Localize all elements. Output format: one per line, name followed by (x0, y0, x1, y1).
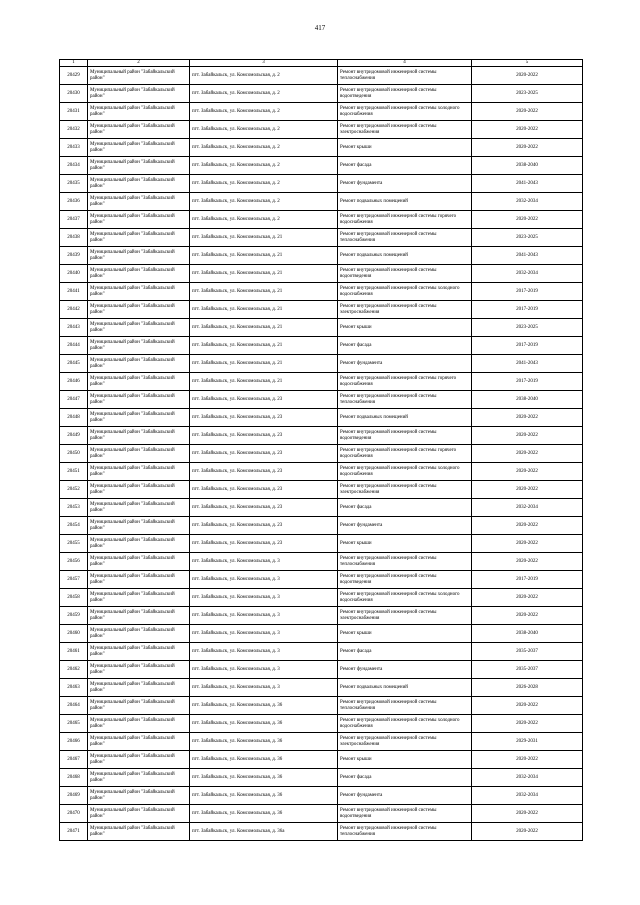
address-cell: пгт. Забайкальск, ул. Комсомольская, д. 23 (190, 517, 338, 535)
work-type-cell: Ремонт внутридомовой инженерной системы теплоснабжения (338, 229, 472, 247)
address-cell: пгт. Забайкальск, ул. Комсомольская, д. 23 (190, 535, 338, 553)
municipality-cell: Муниципальный район "Забайкальский район" (88, 661, 190, 679)
address-cell: пгт. Забайкальск, ул. Комсомольская, д. 3 (190, 607, 338, 625)
municipality-cell: Муниципальный район "Забайкальский район" (88, 571, 190, 589)
period-cell: 2041-2043 (472, 355, 583, 373)
address-cell: пгт. Забайкальск, ул. Комсомольская, д. 21 (190, 265, 338, 283)
municipality-cell: Муниципальный район "Забайкальский район" (88, 301, 190, 319)
table-row (60, 427, 583, 445)
row-id: 20450 (60, 445, 88, 463)
work-type-cell: Ремонт внутридомовой инженерной системы горячего водоснабжения (338, 373, 472, 391)
address-cell: пгт. Забайкальск, ул. Комсомольская, д. 36 (190, 751, 338, 769)
row-id: 20445 (60, 355, 88, 373)
municipality-cell: Муниципальный район "Забайкальский район" (88, 733, 190, 751)
table-row (60, 139, 583, 157)
period-cell: 2032-2034 (472, 769, 583, 787)
table-row (60, 157, 583, 175)
work-type-cell: Ремонт внутридомовой инженерной системы водоотведения (338, 265, 472, 283)
municipality-cell: Муниципальный район "Забайкальский район" (88, 67, 190, 85)
table-row (60, 679, 583, 697)
row-id: 20440 (60, 265, 88, 283)
work-type-cell: Ремонт фундамента (338, 175, 472, 193)
column-number: 3 (190, 60, 338, 67)
work-type-cell: Ремонт крыши (338, 535, 472, 553)
table-row (60, 787, 583, 805)
work-type-cell: Ремонт крыши (338, 319, 472, 337)
municipality-cell: Муниципальный район "Забайкальский район" (88, 211, 190, 229)
municipality-cell: Муниципальный район "Забайкальский район" (88, 319, 190, 337)
work-type-cell: Ремонт подвальных помещений (338, 409, 472, 427)
row-id: 20459 (60, 607, 88, 625)
period-cell: 2017-2019 (472, 373, 583, 391)
municipality-cell: Муниципальный район "Забайкальский район" (88, 499, 190, 517)
table-row (60, 517, 583, 535)
row-id: 20429 (60, 67, 88, 85)
municipality-cell: Муниципальный район "Забайкальский район" (88, 535, 190, 553)
period-cell: 2020-2022 (472, 427, 583, 445)
municipality-cell: Муниципальный район "Забайкальский район" (88, 355, 190, 373)
municipality-cell: Муниципальный район "Забайкальский район" (88, 589, 190, 607)
row-id: 20471 (60, 823, 88, 841)
work-type-cell: Ремонт подвальных помещений (338, 193, 472, 211)
address-cell: пгт. Забайкальск, ул. Комсомольская, д. 3 (190, 643, 338, 661)
row-id: 20437 (60, 211, 88, 229)
table-row (60, 463, 583, 481)
period-cell: 2032-2034 (472, 193, 583, 211)
municipality-cell: Муниципальный район "Забайкальский район" (88, 265, 190, 283)
work-type-cell: Ремонт внутридомовой инженерной системы теплоснабжения (338, 553, 472, 571)
work-type-cell: Ремонт внутридомовой инженерной системы электроснабжения (338, 481, 472, 499)
table-row (60, 823, 583, 841)
row-id: 20432 (60, 121, 88, 139)
table-row (60, 283, 583, 301)
table-row (60, 175, 583, 193)
row-id: 20460 (60, 625, 88, 643)
period-cell: 2017-2019 (472, 337, 583, 355)
column-number: 4 (338, 60, 472, 67)
work-type-cell: Ремонт крыши (338, 751, 472, 769)
table-row (60, 103, 583, 121)
row-id: 20465 (60, 715, 88, 733)
period-cell: 2020-2022 (472, 103, 583, 121)
row-id: 20441 (60, 283, 88, 301)
work-type-cell: Ремонт фасада (338, 157, 472, 175)
table-row (60, 85, 583, 103)
row-id: 20452 (60, 481, 88, 499)
period-cell: 2041-2043 (472, 175, 583, 193)
municipality-cell: Муниципальный район "Забайкальский район" (88, 409, 190, 427)
municipality-cell: Муниципальный район "Забайкальский район" (88, 715, 190, 733)
address-cell: пгт. Забайкальск, ул. Комсомольская, д. 2 (190, 175, 338, 193)
period-cell: 2035-2037 (472, 643, 583, 661)
municipality-cell: Муниципальный район "Забайкальский район" (88, 391, 190, 409)
period-cell: 2020-2022 (472, 751, 583, 769)
work-type-cell: Ремонт внутридомовой инженерной системы водоотведения (338, 805, 472, 823)
work-type-cell: Ремонт внутридомовой инженерной системы горячего водоснабжения (338, 211, 472, 229)
table-row (60, 535, 583, 553)
address-cell: пгт. Забайкальск, ул. Комсомольская, д. 36 (190, 787, 338, 805)
period-cell: 2020-2022 (472, 481, 583, 499)
period-cell: 2032-2034 (472, 787, 583, 805)
work-type-cell: Ремонт внутридомовой инженерной системы электроснабжения (338, 301, 472, 319)
address-cell: пгт. Забайкальск, ул. Комсомольская, д. 3 (190, 571, 338, 589)
row-id: 20438 (60, 229, 88, 247)
period-cell: 2020-2022 (472, 697, 583, 715)
period-cell: 2035-2037 (472, 661, 583, 679)
work-type-cell: Ремонт внутридомовой инженерной системы горячего водоснабжения (338, 445, 472, 463)
address-cell: пгт. Забайкальск, ул. Комсомольская, д. 2 (190, 121, 338, 139)
address-cell: пгт. Забайкальск, ул. Комсомольская, д. 2 (190, 211, 338, 229)
row-id: 20451 (60, 463, 88, 481)
address-cell: пгт. Забайкальск, ул. Комсомольская, д. 23 (190, 391, 338, 409)
row-id: 20470 (60, 805, 88, 823)
row-id: 20468 (60, 769, 88, 787)
period-cell: 2023-2025 (472, 319, 583, 337)
period-cell: 2023-2025 (472, 229, 583, 247)
period-cell: 2038-2040 (472, 391, 583, 409)
address-cell: пгт. Забайкальск, ул. Комсомольская, д. 23 (190, 427, 338, 445)
period-cell: 2020-2022 (472, 445, 583, 463)
work-type-cell: Ремонт внутридомовой инженерной системы теплоснабжения (338, 697, 472, 715)
work-type-cell: Ремонт фундамента (338, 355, 472, 373)
municipality-cell: Муниципальный район "Забайкальский район" (88, 463, 190, 481)
address-cell: пгт. Забайкальск, ул. Комсомольская, д. 2 (190, 193, 338, 211)
period-cell: 2038-2040 (472, 625, 583, 643)
table-row (60, 607, 583, 625)
period-cell: 2020-2022 (472, 715, 583, 733)
row-id: 20454 (60, 517, 88, 535)
address-cell: пгт. Забайкальск, ул. Комсомольская, д. 23 (190, 445, 338, 463)
address-cell: пгт. Забайкальск, ул. Комсомольская, д. 21 (190, 373, 338, 391)
work-type-cell: Ремонт крыши (338, 139, 472, 157)
address-cell: пгт. Забайкальск, ул. Комсомольская, д. 3 (190, 625, 338, 643)
address-cell: пгт. Забайкальск, ул. Комсомольская, д. 36 (190, 733, 338, 751)
work-type-cell: Ремонт внутридомовой инженерной системы электроснабжения (338, 121, 472, 139)
period-cell: 2020-2022 (472, 553, 583, 571)
row-id: 20431 (60, 103, 88, 121)
municipality-cell: Муниципальный район "Забайкальский район" (88, 427, 190, 445)
address-cell: пгт. Забайкальск, ул. Комсомольская, д. 36 (190, 697, 338, 715)
table-body (60, 67, 583, 841)
page-number: 417 (314, 24, 326, 32)
table-row (60, 337, 583, 355)
column-number: 5 (472, 60, 583, 67)
column-number: 1 (60, 60, 88, 67)
period-cell: 2020-2022 (472, 211, 583, 229)
table-row (60, 445, 583, 463)
period-cell: 2041-2043 (472, 247, 583, 265)
table-row (60, 769, 583, 787)
work-type-cell: Ремонт внутридомовой инженерной системы холодного водоснабжения (338, 103, 472, 121)
municipality-cell: Муниципальный район "Забайкальский район" (88, 481, 190, 499)
period-cell: 2029-2031 (472, 733, 583, 751)
address-cell: пгт. Забайкальск, ул. Комсомольская, д. 23 (190, 463, 338, 481)
period-cell: 2017-2019 (472, 301, 583, 319)
work-type-cell: Ремонт фундамента (338, 517, 472, 535)
municipality-cell: Муниципальный район "Забайкальский район" (88, 283, 190, 301)
period-cell: 2020-2022 (472, 535, 583, 553)
address-cell: пгт. Забайкальск, ул. Комсомольская, д. 21 (190, 355, 338, 373)
table-row (60, 409, 583, 427)
row-id: 20443 (60, 319, 88, 337)
address-cell: пгт. Забайкальск, ул. Комсомольская, д. 36а (190, 823, 338, 841)
address-cell: пгт. Забайкальск, ул. Комсомольская, д. 21 (190, 301, 338, 319)
municipality-cell: Муниципальный район "Забайкальский район" (88, 769, 190, 787)
work-type-cell: Ремонт внутридомовой инженерной системы электроснабжения (338, 733, 472, 751)
row-id: 20456 (60, 553, 88, 571)
municipality-cell: Муниципальный район "Забайкальский район" (88, 85, 190, 103)
table-row (60, 643, 583, 661)
table-row (60, 751, 583, 769)
row-id: 20434 (60, 157, 88, 175)
row-id: 20464 (60, 697, 88, 715)
row-id: 20467 (60, 751, 88, 769)
row-id: 20435 (60, 175, 88, 193)
row-id: 20462 (60, 661, 88, 679)
table-row (60, 229, 583, 247)
work-type-cell: Ремонт внутридомовой инженерной системы теплоснабжения (338, 823, 472, 841)
row-id: 20458 (60, 589, 88, 607)
table-row (60, 67, 583, 85)
address-cell: пгт. Забайкальск, ул. Комсомольская, д. 21 (190, 283, 338, 301)
work-type-cell: Ремонт внутридомовой инженерной системы теплоснабжения (338, 391, 472, 409)
table-row (60, 247, 583, 265)
address-cell: пгт. Забайкальск, ул. Комсомольская, д. 3 (190, 679, 338, 697)
address-cell: пгт. Забайкальск, ул. Комсомольская, д. 21 (190, 247, 338, 265)
period-cell: 2020-2022 (472, 607, 583, 625)
address-cell: пгт. Забайкальск, ул. Комсомольская, д. 3 (190, 589, 338, 607)
address-cell: пгт. Забайкальск, ул. Комсомольская, д. 36 (190, 805, 338, 823)
table-row (60, 355, 583, 373)
period-cell: 2017-2019 (472, 571, 583, 589)
work-type-cell: Ремонт внутридомовой инженерной системы холодного водоснабжения (338, 283, 472, 301)
address-cell: пгт. Забайкальск, ул. Комсомольская, д. 2 (190, 85, 338, 103)
table-row (60, 589, 583, 607)
table-row (60, 265, 583, 283)
address-cell: пгт. Забайкальск, ул. Комсомольская, д. 3 (190, 661, 338, 679)
municipality-cell: Муниципальный район "Забайкальский район" (88, 607, 190, 625)
work-type-cell: Ремонт внутридомовой инженерной системы водоотведения (338, 571, 472, 589)
period-cell: 2020-2022 (472, 589, 583, 607)
row-id: 20455 (60, 535, 88, 553)
table-row (60, 715, 583, 733)
municipality-cell: Муниципальный район "Забайкальский район" (88, 103, 190, 121)
address-cell: пгт. Забайкальск, ул. Комсомольская, д. 3 (190, 553, 338, 571)
address-cell: пгт. Забайкальск, ул. Комсомольская, д. 23 (190, 481, 338, 499)
table-row (60, 301, 583, 319)
period-cell: 2020-2022 (472, 805, 583, 823)
table-row (60, 571, 583, 589)
municipality-cell: Муниципальный район "Забайкальский район" (88, 445, 190, 463)
row-id: 20449 (60, 427, 88, 445)
work-type-cell: Ремонт фундамента (338, 787, 472, 805)
column-number-row (60, 60, 583, 67)
period-cell: 2020-2022 (472, 139, 583, 157)
address-cell: пгт. Забайкальск, ул. Комсомольская, д. 2 (190, 67, 338, 85)
municipality-cell: Муниципальный район "Забайкальский район" (88, 787, 190, 805)
period-cell: 2020-2022 (472, 823, 583, 841)
municipality-cell: Муниципальный район "Забайкальский район" (88, 805, 190, 823)
municipality-cell: Муниципальный район "Забайкальский район" (88, 139, 190, 157)
period-cell: 2032-2034 (472, 265, 583, 283)
period-cell: 2020-2022 (472, 67, 583, 85)
address-cell: пгт. Забайкальск, ул. Комсомольская, д. 2 (190, 103, 338, 121)
work-type-cell: Ремонт фасада (338, 499, 472, 517)
work-type-cell: Ремонт внутридомовой инженерной системы водоотведения (338, 85, 472, 103)
period-cell: 2023-2025 (472, 85, 583, 103)
address-cell: пгт. Забайкальск, ул. Комсомольская, д. 2 (190, 157, 338, 175)
row-id: 20469 (60, 787, 88, 805)
address-cell: пгт. Забайкальск, ул. Комсомольская, д. 23 (190, 409, 338, 427)
municipality-cell: Муниципальный район "Забайкальский район" (88, 625, 190, 643)
row-id: 20453 (60, 499, 88, 517)
work-type-cell: Ремонт фасада (338, 643, 472, 661)
row-id: 20442 (60, 301, 88, 319)
address-cell: пгт. Забайкальск, ул. Комсомольская, д. 36 (190, 715, 338, 733)
row-id: 20466 (60, 733, 88, 751)
address-cell: пгт. Забайкальск, ул. Комсомольская, д. 23 (190, 499, 338, 517)
row-id: 20439 (60, 247, 88, 265)
repair-schedule-table (59, 59, 583, 841)
table-row (60, 121, 583, 139)
municipality-cell: Муниципальный район "Забайкальский район" (88, 337, 190, 355)
municipality-cell: Муниципальный район "Забайкальский район" (88, 373, 190, 391)
table-row (60, 553, 583, 571)
row-id: 20447 (60, 391, 88, 409)
address-cell: пгт. Забайкальск, ул. Комсомольская, д. 2 (190, 139, 338, 157)
municipality-cell: Муниципальный район "Забайкальский район" (88, 823, 190, 841)
row-id: 20448 (60, 409, 88, 427)
table-row (60, 697, 583, 715)
period-cell: 2032-2034 (472, 499, 583, 517)
work-type-cell: Ремонт фасада (338, 337, 472, 355)
table-row (60, 499, 583, 517)
table-row (60, 625, 583, 643)
table-row (60, 193, 583, 211)
work-type-cell: Ремонт фасада (338, 769, 472, 787)
municipality-cell: Муниципальный район "Забайкальский район" (88, 751, 190, 769)
table-row (60, 733, 583, 751)
municipality-cell: Муниципальный район "Забайкальский район" (88, 697, 190, 715)
municipality-cell: Муниципальный район "Забайкальский район" (88, 229, 190, 247)
period-cell: 2020-2022 (472, 463, 583, 481)
period-cell: 2038-2040 (472, 157, 583, 175)
column-number: 2 (88, 60, 190, 67)
address-cell: пгт. Забайкальск, ул. Комсомольская, д. 36 (190, 769, 338, 787)
work-type-cell: Ремонт внутридомовой инженерной системы холодного водоснабжения (338, 715, 472, 733)
municipality-cell: Муниципальный район "Забайкальский район" (88, 193, 190, 211)
municipality-cell: Муниципальный район "Забайкальский район" (88, 247, 190, 265)
work-type-cell: Ремонт внутридомовой инженерной системы водоотведения (338, 427, 472, 445)
municipality-cell: Муниципальный район "Забайкальский район" (88, 643, 190, 661)
table-row (60, 391, 583, 409)
work-type-cell: Ремонт внутридомовой инженерной системы холодного водоснабжения (338, 589, 472, 607)
row-id: 20436 (60, 193, 88, 211)
work-type-cell: Ремонт внутридомовой инженерной системы холодного водоснабжения (338, 463, 472, 481)
row-id: 20444 (60, 337, 88, 355)
period-cell: 2017-2019 (472, 283, 583, 301)
row-id: 20461 (60, 643, 88, 661)
address-cell: пгт. Забайкальск, ул. Комсомольская, д. 21 (190, 337, 338, 355)
period-cell: 2020-2022 (472, 121, 583, 139)
work-type-cell: Ремонт внутридомовой инженерной системы теплоснабжения (338, 67, 472, 85)
table-row (60, 373, 583, 391)
municipality-cell: Муниципальный район "Забайкальский район" (88, 517, 190, 535)
table-row (60, 481, 583, 499)
table-row (60, 805, 583, 823)
period-cell: 2020-2022 (472, 409, 583, 427)
row-id: 20463 (60, 679, 88, 697)
period-cell: 2020-2022 (472, 517, 583, 535)
table-row (60, 319, 583, 337)
work-type-cell: Ремонт подвальных помещений (338, 679, 472, 697)
period-cell: 2026-2028 (472, 679, 583, 697)
work-type-cell: Ремонт подвальных помещений (338, 247, 472, 265)
municipality-cell: Муниципальный район "Забайкальский район" (88, 175, 190, 193)
row-id: 20430 (60, 85, 88, 103)
work-type-cell: Ремонт фундамента (338, 661, 472, 679)
address-cell: пгт. Забайкальск, ул. Комсомольская, д. 21 (190, 229, 338, 247)
municipality-cell: Муниципальный район "Забайкальский район" (88, 553, 190, 571)
table-row (60, 211, 583, 229)
table-row (60, 661, 583, 679)
row-id: 20433 (60, 139, 88, 157)
municipality-cell: Муниципальный район "Забайкальский район" (88, 679, 190, 697)
work-type-cell: Ремонт внутридомовой инженерной системы электроснабжения (338, 607, 472, 625)
work-type-cell: Ремонт крыши (338, 625, 472, 643)
row-id: 20446 (60, 373, 88, 391)
municipality-cell: Муниципальный район "Забайкальский район" (88, 121, 190, 139)
municipality-cell: Муниципальный район "Забайкальский район" (88, 157, 190, 175)
address-cell: пгт. Забайкальск, ул. Комсомольская, д. 21 (190, 319, 338, 337)
row-id: 20457 (60, 571, 88, 589)
